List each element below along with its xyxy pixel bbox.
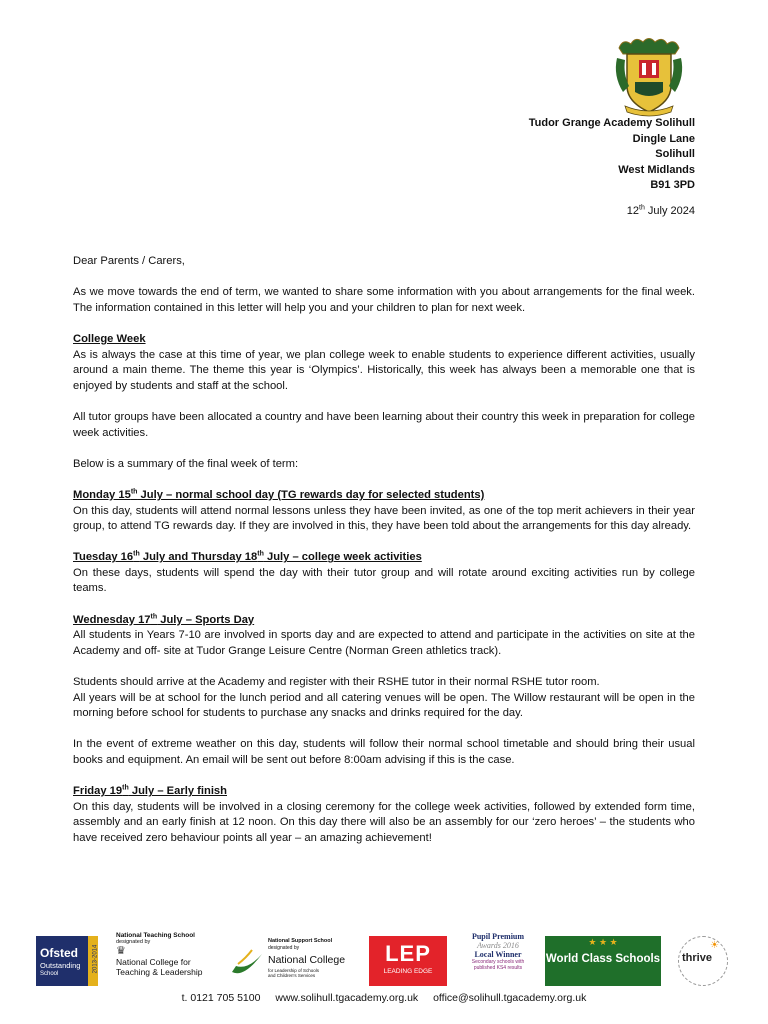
footer-email[interactable]: office@solihull.tgacademy.org.uk — [433, 992, 587, 1004]
footer-phone: t. 0121 705 5100 — [181, 992, 261, 1004]
college-week-paragraph: As is always the case at this time of year, we plan college week to enable students to experience different activities, usually around a main theme. The theme this year is ‘Olympics’. Historically, this week has always been a memorable one that is enjoyed by students and staff at the school. — [73, 348, 695, 392]
intro-paragraph: As we move towards the end of term, we wanted to share some information with you about arrangements for the final week. The information contained in this letter will help you and your children to plan for next week. — [73, 286, 695, 314]
address-county: West Midlands — [618, 163, 695, 176]
world-class-schools-logo: ★ ★ ★ World Class Schools — [545, 936, 661, 986]
leading-edge-logo: LEP LEADING EDGE — [369, 936, 447, 986]
letter-body — [73, 254, 695, 862]
letter-date: 12th July 2024 — [626, 204, 695, 217]
monday-heading: Monday 15th July – normal school day (TG rewards day for selected students) — [73, 488, 485, 501]
accreditation-logos — [36, 932, 736, 988]
wednesday-paragraph-2: Students should arrive at the Academy and register with their RSHE tutor in their normal RSHE tutor room. — [73, 676, 600, 689]
tuesday-paragraph: On these days, students will spend the day with their tutor group and will rotate around exciting activities run by college teams. — [73, 566, 695, 595]
school-address — [529, 116, 695, 194]
tutor-groups-paragraph: All tutor groups have been allocated a country and have been learning about their country this week in preparation for college week activities. — [73, 410, 695, 439]
friday-heading: Friday 19th July – Early finish — [73, 784, 227, 798]
tuesday-heading: Tuesday 16th July and Thursday 18th July – college week activities — [73, 550, 422, 564]
address-town: Solihull — [655, 148, 695, 160]
wednesday-paragraph-4: In the event of extreme weather on this day, students will follow their normal school timetable and should bring their usual books and equipment. An email will be sent out before 8:00am advising if this is the case. — [73, 738, 695, 766]
footer-website[interactable]: www.solihull.tgacademy.org.uk — [275, 992, 419, 1004]
crown-icon: ♛ — [116, 945, 126, 957]
national-teaching-school-logo: National Teaching School designated by ♛ National College for Teaching & Leadership — [116, 932, 226, 988]
friday-paragraph: On this day, students will be involved in a closing ceremony for the college week activities, followed by extended form time, assembly and an early finish at 12 noon. On this day there will also be an assembly for our ‘zero heroes’ – the students who have received zero behaviour points all year – an amazing achievement! — [73, 800, 695, 844]
school-crest-logo — [613, 36, 685, 118]
wednesday-paragraph-3: All years will be at school for the lunch period and all catering venues will be open. The Willow restaurant will be open in the morning before school for students to purchase any snacks and drinks required for the day. — [73, 691, 695, 720]
monday-paragraph: On this day, students will attend normal lessons unless they have been invited, as one of the top merit achievers in their year group, to attend TG rewards day. If they are involved in this, they have been told about the arrangements for this day already. — [73, 504, 695, 533]
address-street: Dingle Lane — [632, 132, 695, 145]
college-week-heading: College Week — [73, 332, 146, 345]
contact-footer — [0, 992, 768, 1004]
wednesday-heading: Wednesday 17th July – Sports Day — [73, 612, 255, 626]
swoosh-icon — [230, 948, 264, 978]
stars-icon: ★ ★ ★ — [588, 937, 618, 947]
pupil-premium-awards-logo: Pupil Premium Awards 2016 Local Winner Secondary schools with published KS4 results — [471, 932, 525, 971]
national-support-school-logo: National Support School designated by National College for Leadership of Schools and Children's Services — [228, 932, 358, 988]
wednesday-paragraph-1: All students in Years 7-10 are involved in sports day and are expected to attend and participate in the activities on site at the Academy and off- site at Tudor Grange Leisure Centre (Norman Green athletics track). — [73, 629, 695, 657]
thrive-logo: thrive ☀ — [676, 934, 728, 986]
ofsted-logo: 2013-2014 Ofsted Outstanding School — [36, 936, 98, 986]
address-postcode: B91 3PD — [650, 179, 695, 191]
summary-intro: Below is a summary of the final week of term: — [73, 457, 299, 470]
sun-icon: ☀ — [710, 940, 719, 951]
salutation: Dear Parents / Carers, — [73, 255, 185, 267]
address-name: Tudor Grange Academy Solihull — [528, 117, 695, 129]
